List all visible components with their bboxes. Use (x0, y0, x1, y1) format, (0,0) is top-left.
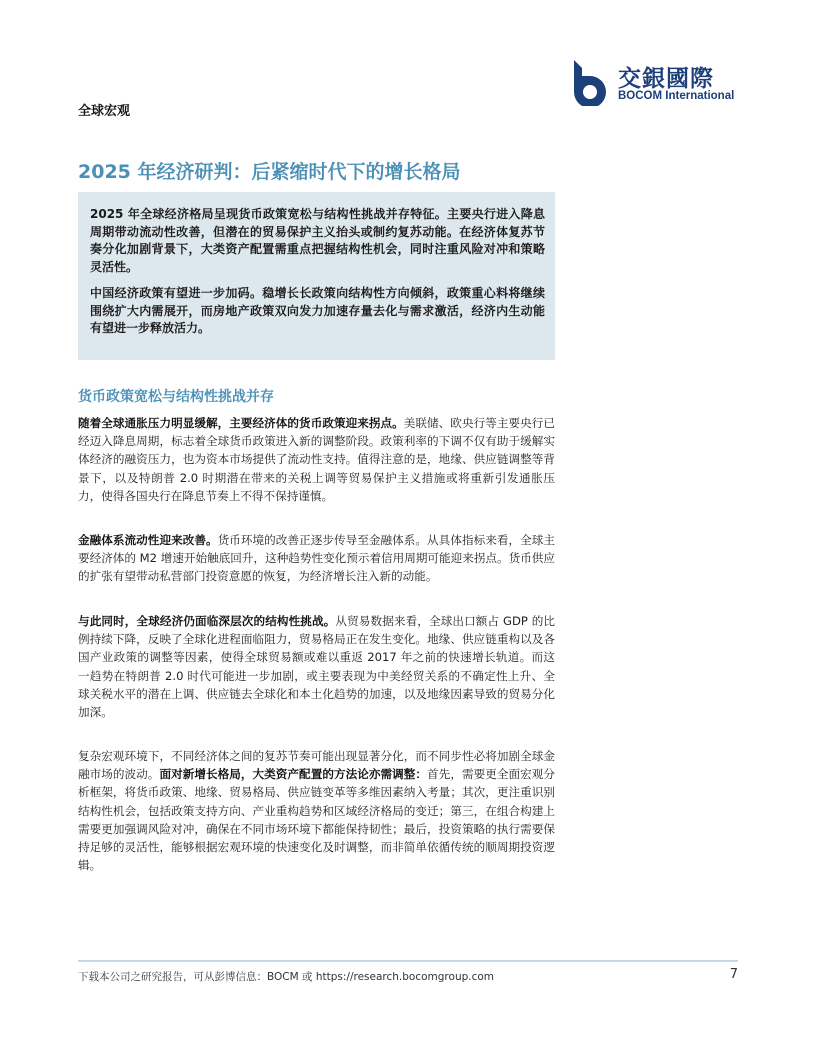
body-paragraph (78, 612, 555, 721)
logo-mark-icon (568, 58, 614, 106)
logo-english-name: BOCOM International (618, 90, 735, 102)
summary-paragraph: 2025 年全球经济格局呈现货币政策宽松与结构性挑战并存特征。主要央行进入降息周期带动流动性改善，但潜在的贸易保护主义抬头或制约复苏动能。在经济体复苏节奏分化加剧背景下，大类资产配置需重点把握结构性机会，同时注重风险对冲和策略灵活性。 (90, 207, 545, 274)
company-logo (568, 58, 748, 108)
paragraph-lead: 随着全球通胀压力明显缓解，主要经济体的货币政策迎来拐点。 (78, 416, 404, 430)
report-title: 2025 年经济研判：后紧缩时代下的增长格局 (78, 161, 461, 183)
body-paragraph (78, 531, 555, 586)
paragraph-body: 美联储、欧央行等主要央行已经迈入降息周期，标志着全球货币政策进入新的调整阶段。政策利率的下调不仅有助于缓解实体经济的融资压力，也为资本市场提供了流动性支持。值得注意的是，地缘、供应链调整等背景下，以及特朗普 2.0 时期潜在带来的关税上调等贸易保护主义措施或将重新引发通胀压力，使得各国央行在降息节奏上不得不保持谨慎。 (78, 416, 555, 503)
paragraph-emphasis: 面对新增长格局，大类资产配置的方法论亦需调整： (159, 767, 428, 782)
paragraph-body: 复杂宏观环境下，不同经济体之间的复苏节奏可能出现显著分化，而不同步性必将加剧全球金融市场的波动。 (78, 749, 555, 782)
paragraph-body: 从贸易数据来看，全球出口额占 GDP 的比例持续下降，反映了全球化进程面临阻力，贸易格局正在发生变化。地缘、供应链重构以及各国产业政策的调整等因素，使得全球贸易额或难以重返 2017 年之前的快速增长轨道。而这一趋势在特朗普 2.0 时代可能进一步加剧，或主要表现为中美经贸关系的不确定性上升、全球关税水平的潜在上调、供应链去全球化和本土化趋势的加速，以及地缘因素导致的贸易分化加深。 (78, 614, 555, 720)
logo-chinese-name: 交銀國際 (618, 65, 714, 92)
summary-box (78, 192, 555, 360)
body-paragraph (78, 414, 555, 505)
section-heading: 货币政策宽松与结构性挑战并存 (78, 389, 274, 405)
paragraph-body: 首先，需要更全面宏观分析框架，将货币政策、地缘、贸易格局、供应链变革等多维因素纳入考量；其次，更注重识别结构性机会，包括政策支持方向、产业重构趋势和区域经济格局的变迁；第三，在组合构建上需要更加强调风险对冲，确保在不同市场环境下都能保持韧性；最后，投资策略的执行需要保持足够的灵活性，能够根据宏观环境的快速变化及时调整，而非简单依循传统的顺周期投资逻辑。 (78, 767, 555, 873)
footer-divider (78, 960, 738, 962)
report-section-label: 全球宏观 (78, 104, 131, 119)
page-number: 7 (729, 967, 738, 982)
body-paragraph (78, 747, 555, 874)
paragraph-body: 货币环境的改善正逐步传导至金融体系。从具体指标来看，全球主要经济体的 M2 增速开始触底回升，这种趋势性变化预示着信用周期可能迎来拐点。货币供应的扩张有望带动私营部门投资意愿的恢复，为经济增长注入新的动能。 (78, 533, 555, 584)
summary-paragraph: 中国经济政策有望进一步加码。稳增长长政策向结构性方向倾斜，政策重心料将继续围绕扩大内需展开，而房地产政策双向发力加速存量去化与需求激活，经济内生动能有望进一步释放活力。 (90, 286, 545, 335)
paragraph-lead: 金融体系流动性迎来改善。 (78, 533, 218, 547)
footer-disclaimer: 下载本公司之研究报告，可从彭博信息：BOCM 或 https://research.bocomgroup.com (78, 971, 495, 983)
paragraph-lead: 与此同时，全球经济仍面临深层次的结构性挑战。 (78, 614, 336, 628)
